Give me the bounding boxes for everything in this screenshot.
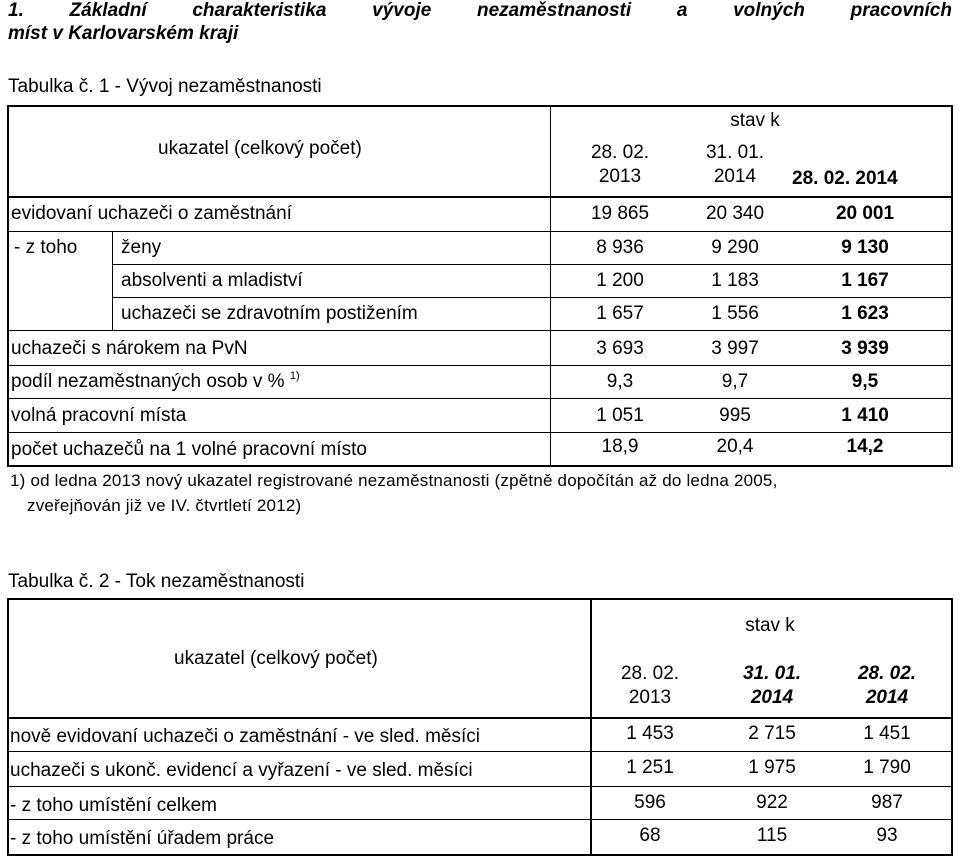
table1-cell: 20 340 [705,203,765,224]
table1-header-divider [7,196,953,198]
table2-border-bottom [7,854,953,856]
table2-row-label: - z toho umístění celkem [10,795,217,816]
table1-col1-line1: 28. 02. [590,142,650,163]
table1-row-label: uchazeči s nárokem na PvN [11,338,248,359]
table1-cell: 20,4 [716,436,754,457]
table2-cell: 1 251 [626,757,674,778]
section-heading-line1 [8,0,952,22]
table1-footnote-line2: zveřejňován již ve IV. čtvrtletí 2012) [27,496,302,515]
table2-cell: 987 [871,792,903,813]
table1-row-divider [7,330,953,331]
table1-row-label: uchazeči se zdravotním postižením [121,303,418,324]
table2-caption: Tabulka č. 2 - Tok nezaměstnanosti [8,571,305,592]
table1-col1-line2: 2013 [598,166,642,187]
table1-border-left [7,105,9,467]
table2-row-label: - z toho umístění úřadem práce [10,828,275,849]
table1-subrow-divider [113,297,953,298]
table1-border-top [7,105,953,107]
table1-cell: 3 693 [596,338,644,359]
table2-cell: 1 790 [863,757,911,778]
table1-caption: Tabulka č. 1 - Vývoj nezaměstnanosti [8,76,322,97]
table1-cell: 18,9 [601,436,639,457]
table2-cell: 1 453 [626,723,674,744]
table2-cell: 2 715 [748,723,796,744]
heading-word: pracovních [850,0,952,21]
table2-col1-line2: 2013 [628,687,672,708]
table1-row-divider [7,231,953,232]
table2-row-label: uchazeči s ukonč. evidencí a vyřazení - ve sled. měsíci [10,760,473,781]
table1-cell: 1 623 [841,303,889,324]
table2-col1-header [585,662,715,710]
table1-indicator-header: ukazatel (celkový počet) [158,138,362,159]
table1-row-label: volná pracovní místa [11,405,187,426]
table1-row-divider [7,398,953,399]
table2-cell: 596 [634,792,666,813]
table2-border-left [7,598,9,856]
heading-word: 1. [8,0,24,21]
table1-cell: 1 556 [711,303,759,324]
table2-stav-k-header: stav k [745,615,795,636]
table1-cell: 9 290 [711,237,759,258]
table1-row-label: evidovaní uchazeči o zaměstnání [11,203,292,224]
table1-subrow-divider [113,264,953,265]
table2-col2-line2: 2014 [750,687,794,708]
table1-col2-header [670,141,800,189]
table1-footnote-line1: 1) od ledna 2013 nový ukazatel registrované nezaměstnanosti (zpětně dopočítán až do ledna 2005, [10,471,778,490]
section-heading-line2: míst v Karlovarském kraji [8,23,239,44]
table1-cell: 1 200 [596,270,644,291]
table1-col1-header [555,141,685,189]
heading-word: volných [733,0,805,21]
table2-cell: 922 [756,792,788,813]
table1-col3-header: 28. 02. 2014 [792,168,898,189]
table2-col3-line1: 28. 02. [857,663,917,684]
table1-col2-line2: 2014 [713,166,757,187]
table2-cell: 93 [876,825,898,846]
table2-cell: 1 451 [863,723,911,744]
table1-stav-k-header: stav k [730,110,780,131]
table1-cell: 3 997 [711,338,759,359]
table2-indicator-header: ukazatel (celkový počet) [174,648,378,669]
table1-row-divider [7,365,953,366]
table1-row-prefix: - z toho [14,237,78,258]
table2-col1-line1: 28. 02. [620,663,680,684]
table1-col2-line1: 31. 01. [705,142,765,163]
table1-cell: 1 183 [711,270,759,291]
table1-row-label: absolventi a mladiství [121,270,303,291]
table2-row-label: nově evidovaní uchazeči o zaměstnání - ve sled. měsíci [10,726,480,747]
table1-cell: 8 936 [596,237,644,258]
table1-row-label: podíl nezaměstnaných osob v % [11,371,285,392]
table1-row-label: ženy [121,237,162,258]
table2-header-divider [7,717,953,719]
table2-row-divider [7,751,953,752]
table1-border-bottom [7,465,953,467]
table2-row-divider [7,819,953,820]
table1-cell: 9,7 [721,371,749,392]
table1-cell: 14,2 [846,436,884,457]
table1-cell: 20 001 [835,203,895,224]
table2-border-top [7,598,953,600]
table1-cell: 9 130 [841,237,889,258]
heading-word: vývoje [372,0,432,21]
table1-cell: 3 939 [841,338,889,359]
footnote-marker: 1) [289,370,300,382]
table1-prefix-divider [112,231,113,330]
table1-cell: 19 865 [590,203,650,224]
table1-cell: 1 410 [841,405,889,426]
heading-word: a [676,0,688,21]
table2-cell: 68 [639,825,661,846]
table1-cell: 9,3 [606,371,634,392]
table2-cell: 1 975 [748,757,796,778]
heading-word: nezaměstnanosti [477,0,632,21]
heading-word: charakteristika [192,0,327,21]
table1-label-divider [550,105,551,467]
table1-cell: 9,5 [851,371,879,392]
table1-cell: 1 051 [596,405,644,426]
table1-cell: 995 [719,405,751,426]
table1-row-divider [7,432,953,433]
table2-col3-header [822,662,952,710]
table1-border-right [951,105,953,467]
table1-cell: 1 167 [841,270,889,291]
heading-word: Základní [69,0,147,21]
table1-cell: 1 657 [596,303,644,324]
table2-col2-line1: 31. 01. [742,663,802,684]
table2-col2-header [707,662,837,710]
table2-cell: 115 [756,825,788,846]
table1-row-label-with-footnote [11,371,300,393]
table2-row-divider [7,786,953,787]
table2-col3-line2: 2014 [865,687,909,708]
table1-row-label: počet uchazečů na 1 volné pracovní místo [11,439,367,460]
